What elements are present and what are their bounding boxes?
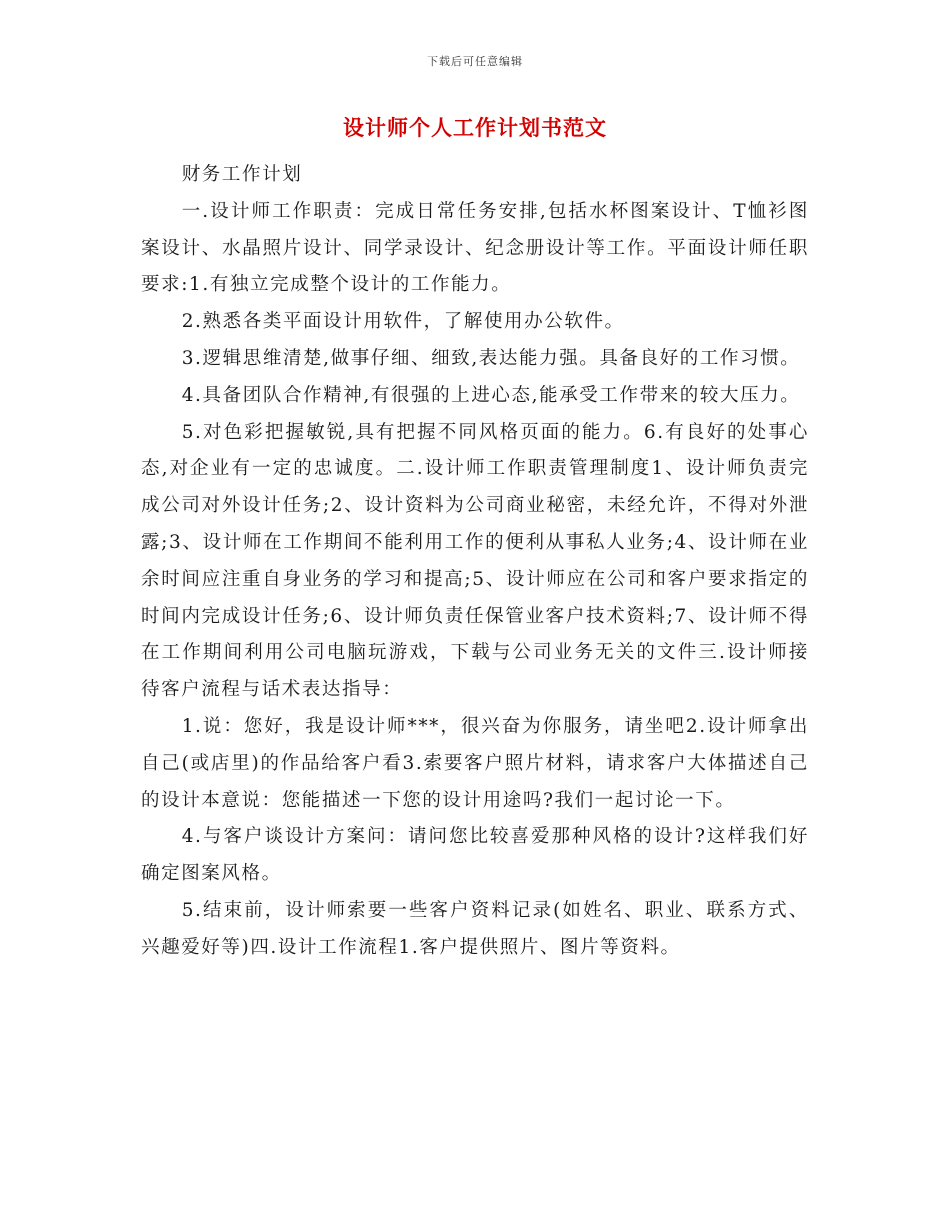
- paragraph: 2.熟悉各类平面设计用软件，了解使用办公软件。: [181, 311, 625, 333]
- page-header-note: 下载后可任意编辑: [427, 55, 523, 68]
- paragraph: 3.逻辑思维清楚,做事仔细、细致,表达能力强。具备良好的工作习惯。: [181, 347, 801, 369]
- paragraph: 5.结束前，设计师索要一些客户资料记录(如姓名、职业、联系方式、兴趣爱好等)四.设计工作流程1.客户提供照片、图片等资料。: [141, 899, 809, 958]
- section-heading: 财务工作计划: [181, 164, 303, 185]
- paragraph: 1.说：您好，我是设计师***，很兴奋为你服务，请坐吧2.设计师拿出自己(或店里)的作品给客户看3.索要客户照片材料，请求客户大体描述自己的设计本意说：您能描述一下您的设计用途吗?我们一起讨论一下。: [141, 715, 809, 811]
- paragraph: 4.与客户谈设计方案问：请问您比较喜爱那种风格的设计?这样我们好确定图案风格。: [141, 826, 809, 885]
- paragraph: 4.具备团队合作精神,有很强的上进心态,能承受工作带来的较大压力。: [181, 384, 801, 406]
- document-title: 设计师个人工作计划书范文: [343, 115, 607, 140]
- document-body: [141, 157, 809, 967]
- paragraph: 一.设计师工作职责：完成日常任务安排,包括水杯图案设计、T恤衫图案设计、水晶照片设计、同学录设计、纪念册设计等工作。平面设计师任职要求:1.有独立完成整个设计的工作能力。: [141, 200, 809, 296]
- paragraph: 5.对色彩把握敏锐,具有把握不同风格页面的能力。6.有良好的处事心态,对企业有一定的忠诚度。二.设计师工作职责管理制度1、设计师负责完成公司对外设计任务;2、设计资料为公司商业秘密，未经允许，不得对外泄露;3、设计师在工作期间不能利用工作的便利从事私人业务;4、设计师在业余时间应注重自身业务的学习和提高;5、设计师应在公司和客户要求指定的时间内完成设计任务;6、设计师负责任保管业客户技术资料;7、设计师不得在工作期间利用公司电脑玩游戏，下载与公司业务无关的文件三.设计师接待客户流程与话术表达指导：: [141, 421, 809, 701]
